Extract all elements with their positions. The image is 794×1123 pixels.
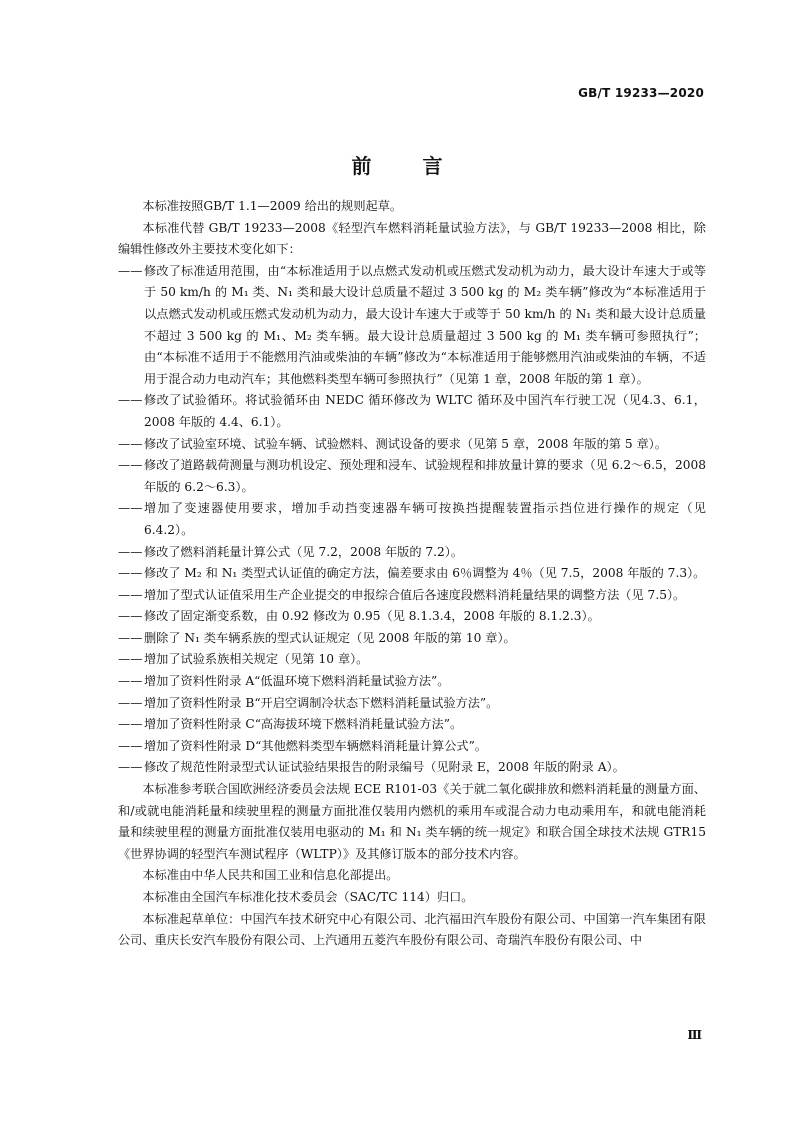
list-item: [118, 714, 706, 736]
list-item: [118, 649, 706, 671]
centralizing-paragraph: 本标准由全国汽车标准化技术委员会（SAC/TC 114）归口。: [142, 890, 474, 904]
dash-marker: ——: [118, 760, 143, 775]
change-text: 增加了变速器使用要求，增加手动挡变速器车辆可按换挡提醒装置指示挡位进行操作的规定（见 6.4.2）。: [144, 501, 706, 537]
change-text: 增加了型式认证值采用生产企业提交的申报综合值后各速度段燃料消耗量结果的调整方法（见 7.5）。: [144, 587, 686, 602]
list-item: [118, 563, 706, 585]
change-text: 增加了资料性附录 A“低温环境下燃料消耗量试验方法”。: [144, 674, 450, 689]
page-title: 前 言: [351, 154, 465, 178]
intro-paragraph-1: 本标准按照GB/T 1.1—2009 给出的规则起草。: [142, 199, 403, 213]
dash-marker: ——: [118, 566, 143, 581]
change-text: 修改了固定渐变系数，由 0.92 修改为 0.95（见 8.1.3.4，2008 年版的 8.1.2.3）。: [144, 609, 600, 624]
change-text: 修改了标准适用范围，由“本标准适用于以点燃式发动机或压燃式发动机为动力，最大设计车速大于或等于 50 km/h 的 M₁ 类、N₁ 类和最大设计总质量不超过 3 500 kg 的 M₂ 类车辆”修改为“本标准适用于以点燃式发动机或压燃式发动机为动力，最大设计车速大于或等于 50 km/h 的 N₁ 类和最大设计总质量不超过 3 500 kg 的 M₁、M₂ 类车辆。最大设计总质量超过 3 500 kg 的 M₁ 类车辆可参照执行”；由“本标准不适用于不能燃用汽油或柴油的车辆”修改为“本标准适用于能够燃用汽油或柴油的车辆，不适用于混合动力电动汽车；其他燃料类型车辆可参照执行”（见第 1 章，2008 年版的第 1 章）。: [144, 263, 706, 386]
dash-marker: ——: [118, 544, 143, 559]
list-item: [118, 455, 706, 498]
list-item: [118, 498, 706, 541]
list-item: [118, 542, 706, 564]
dash-marker: ——: [118, 393, 143, 408]
change-text: 修改了试验循环。将试验循环由 NEDC 循环修改为 WLTC 循环及中国汽车行驶工况（见4.3、6.1，2008 年版的 4.4、6.1）。: [144, 393, 706, 429]
standard-code: GB/T 19233—2020: [578, 86, 704, 100]
dash-marker: ——: [118, 674, 143, 689]
change-text: 增加了试验系族相关规定（见第 10 章）。: [144, 652, 369, 667]
list-item: [118, 757, 706, 779]
change-text: 修改了 M₂ 和 N₁ 类型式认证值的确定方法，偏差要求由 6％调整为 4％（见 7.5，2008 年版的 7.3）。: [144, 566, 706, 581]
reference-paragraph: 本标准参考联合国欧洲经济委员会法规 ECE R101-03《关于就二氧化碳排放和燃料消耗量的测量方面、和/或就电能消耗量和续驶里程的测量方面批准仅装用内燃机的乘用车或混合动力电动乘用车，和就电能消耗量和续驶里程的测量方面批准仅装用电驱动的 M₁ 和 N₁ 类车辆的统一规定》和联合国全球技术法规 GTR15《世界协调的轻型汽车测试程序（WLTP）》及其修订版本的部分技术内容。: [118, 782, 706, 861]
change-text: 增加了资料性附录 D“其他燃料类型车辆燃料消耗量计算公式”。: [144, 738, 487, 753]
change-text: 增加了资料性附录 B“开启空调制冷状态下燃料消耗量试验方法”。: [144, 695, 499, 710]
change-text: 删除了 N₁ 类车辆系族的型式认证规定（见 2008 年版的第 10 章）。: [144, 630, 516, 645]
dash-marker: ——: [118, 609, 143, 624]
list-item: [118, 390, 706, 433]
page-number: Ⅲ: [687, 1028, 702, 1042]
dash-marker: ——: [118, 587, 143, 602]
change-text: 修改了燃料消耗量计算公式（见 7.2，2008 年版的 7.2）。: [144, 544, 464, 559]
list-item: [118, 585, 706, 607]
dash-marker: ——: [118, 630, 143, 645]
changes-list: [118, 261, 706, 779]
dash-marker: ——: [118, 458, 143, 473]
list-item: [118, 671, 706, 693]
list-item: [118, 434, 706, 456]
list-item: [118, 628, 706, 650]
dash-marker: ——: [118, 695, 143, 710]
change-text: 增加了资料性附录 C“高海拔环境下燃料消耗量试验方法”。: [144, 717, 463, 732]
change-text: 修改了试验室环境、试验车辆、试验燃料、测试设备的要求（见第 5 章，2008 年版的第 5 章）。: [144, 436, 667, 451]
intro-paragraph-2: 本标准代替 GB/T 19233—2008《轻型汽车燃料消耗量试验方法》，与 GB/T 19233—2008 相比，除编辑性修改外主要技术变化如下：: [118, 220, 706, 257]
change-text: 修改了道路载荷测量与测功机设定、预处理和浸车、试验规程和排放量计算的要求（见 6.2～6.5，2008 年版的 6.2～6.3）。: [144, 458, 706, 494]
dash-marker: ——: [118, 717, 143, 732]
list-item: [118, 606, 706, 628]
dash-marker: ——: [118, 652, 143, 667]
dash-marker: ——: [118, 263, 143, 278]
list-item: [118, 693, 706, 715]
list-item: [118, 261, 706, 391]
list-item: [118, 736, 706, 758]
drafting-units-paragraph: 本标准起草单位：中国汽车技术研究中心有限公司、北汽福田汽车股份有限公司、中国第一汽车集团有限公司、重庆长安汽车股份有限公司、上汽通用五菱汽车股份有限公司、奇瑞汽车股份有限公司、中: [118, 911, 706, 948]
proposer-paragraph: 本标准由中华人民共和国工业和信息化部提出。: [142, 868, 399, 883]
foreword-body: [118, 196, 706, 952]
change-text: 修改了规范性附录型式认证试验结果报告的附录编号（见附录 E，2008 年版的附录 A）。: [144, 760, 625, 775]
dash-marker: ——: [118, 501, 143, 516]
dash-marker: ——: [118, 436, 143, 451]
dash-marker: ——: [118, 738, 143, 753]
